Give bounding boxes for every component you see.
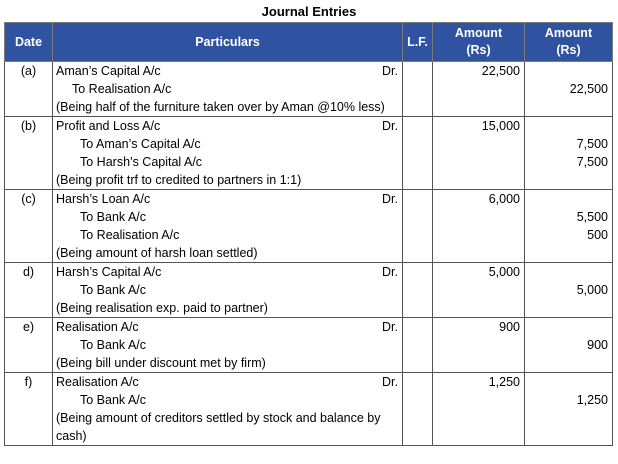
credit-amount-cell xyxy=(525,263,613,318)
header-lf: L.F. xyxy=(403,23,433,62)
dr-label: Dr. xyxy=(382,320,398,334)
debit-amount: 22,500 xyxy=(481,64,520,78)
debit-line xyxy=(56,373,402,391)
entry-lf xyxy=(403,117,433,190)
credit-amount: 1,250 xyxy=(576,393,608,407)
debit-account: Realisation A/c xyxy=(56,375,139,389)
entry-lf xyxy=(403,318,433,373)
header-debit-line2: (Rs) xyxy=(466,43,491,57)
table-row xyxy=(5,62,613,117)
debit-amount-cell xyxy=(433,190,525,263)
narration: (Being bill under discount met by firm) xyxy=(56,356,266,370)
credit-account: To Realisation A/c xyxy=(80,228,180,242)
entry-particulars xyxy=(53,62,403,117)
credit-account: To Bank A/c xyxy=(80,338,147,352)
narration: (Being profit trf to credited to partners in 1:1) xyxy=(56,173,302,187)
narration: (Being realisation exp. paid to partner) xyxy=(56,301,268,315)
debit-amount: 900 xyxy=(499,320,520,334)
dr-label: Dr. xyxy=(382,375,398,389)
debit-amount: 5,000 xyxy=(488,265,520,279)
header-particulars: Particulars xyxy=(53,23,403,62)
credit-account: To Realisation A/c xyxy=(72,82,172,96)
debit-amount: 1,250 xyxy=(488,375,520,389)
entry-date: (a) xyxy=(5,62,53,117)
entry-date: (c) xyxy=(5,190,53,263)
entry-particulars xyxy=(53,117,403,190)
entry-particulars xyxy=(53,373,403,446)
table-row xyxy=(5,117,613,190)
credit-amount-cell xyxy=(525,62,613,117)
debit-amount-cell xyxy=(433,318,525,373)
entry-particulars xyxy=(53,263,403,318)
credit-account: To Aman’s Capital A/c xyxy=(80,137,201,151)
header-debit-amount xyxy=(433,23,525,62)
entry-particulars xyxy=(53,318,403,373)
debit-line xyxy=(56,263,402,281)
debit-amount-cell xyxy=(433,117,525,190)
debit-account: Profit and Loss A/c xyxy=(56,119,161,133)
dr-label: Dr. xyxy=(382,265,398,279)
table-row xyxy=(5,318,613,373)
header-credit-amount xyxy=(525,23,613,62)
debit-line xyxy=(56,190,402,208)
credit-amount: 5,500 xyxy=(576,210,608,224)
debit-account: Harsh’s Loan A/c xyxy=(56,192,151,206)
table-row xyxy=(5,373,613,446)
debit-amount-cell xyxy=(433,373,525,446)
credit-account: To Bank A/c xyxy=(80,393,147,407)
credit-account: To Bank A/c xyxy=(80,210,147,224)
dr-label: Dr. xyxy=(382,119,398,133)
entry-lf xyxy=(403,190,433,263)
debit-amount: 15,000 xyxy=(481,119,520,133)
credit-amount-cell xyxy=(525,190,613,263)
dr-label: Dr. xyxy=(382,192,398,206)
entry-date: (b) xyxy=(5,117,53,190)
page-title: Journal Entries xyxy=(261,4,357,19)
credit-amount-cell xyxy=(525,373,613,446)
table-row xyxy=(5,190,613,263)
entry-lf xyxy=(403,373,433,446)
debit-amount-cell xyxy=(433,62,525,117)
entry-lf xyxy=(403,263,433,318)
dr-label: Dr. xyxy=(382,64,398,78)
narration: (Being amount of creditors settled by stock and balance by cash) xyxy=(56,411,381,443)
debit-line xyxy=(56,117,402,135)
narration: (Being half of the furniture taken over by Aman @10% less) xyxy=(56,100,385,114)
debit-account: Harsh’s Capital A/c xyxy=(56,265,162,279)
journal-table xyxy=(4,22,613,446)
credit-account: To Harsh’s Capital A/c xyxy=(80,155,203,169)
header-credit-line1: Amount xyxy=(544,26,593,40)
narration: (Being amount of harsh loan settled) xyxy=(56,246,258,260)
header-row xyxy=(5,23,613,62)
header-date: Date xyxy=(5,23,53,62)
credit-amount: 500 xyxy=(587,228,608,242)
header-credit-line2: (Rs) xyxy=(556,43,581,57)
credit-amount: 22,500 xyxy=(569,82,608,96)
table-row xyxy=(5,263,613,318)
credit-amount: 5,000 xyxy=(576,283,608,297)
debit-line xyxy=(56,62,402,80)
debit-amount: 6,000 xyxy=(488,192,520,206)
debit-line xyxy=(56,318,402,336)
credit-account: To Bank A/c xyxy=(80,283,147,297)
debit-account: Aman’s Capital A/c xyxy=(56,64,161,78)
credit-amount-cell xyxy=(525,117,613,190)
entry-particulars xyxy=(53,190,403,263)
entry-date: f) xyxy=(5,373,53,446)
credit-amount: 7,500 xyxy=(576,155,608,169)
credit-amount-cell xyxy=(525,318,613,373)
entry-lf xyxy=(403,62,433,117)
entry-date: d) xyxy=(5,263,53,318)
debit-account: Realisation A/c xyxy=(56,320,139,334)
entry-date: e) xyxy=(5,318,53,373)
debit-amount-cell xyxy=(433,263,525,318)
credit-amount: 7,500 xyxy=(576,137,608,151)
header-debit-line1: Amount xyxy=(454,26,503,40)
credit-amount: 900 xyxy=(587,338,608,352)
